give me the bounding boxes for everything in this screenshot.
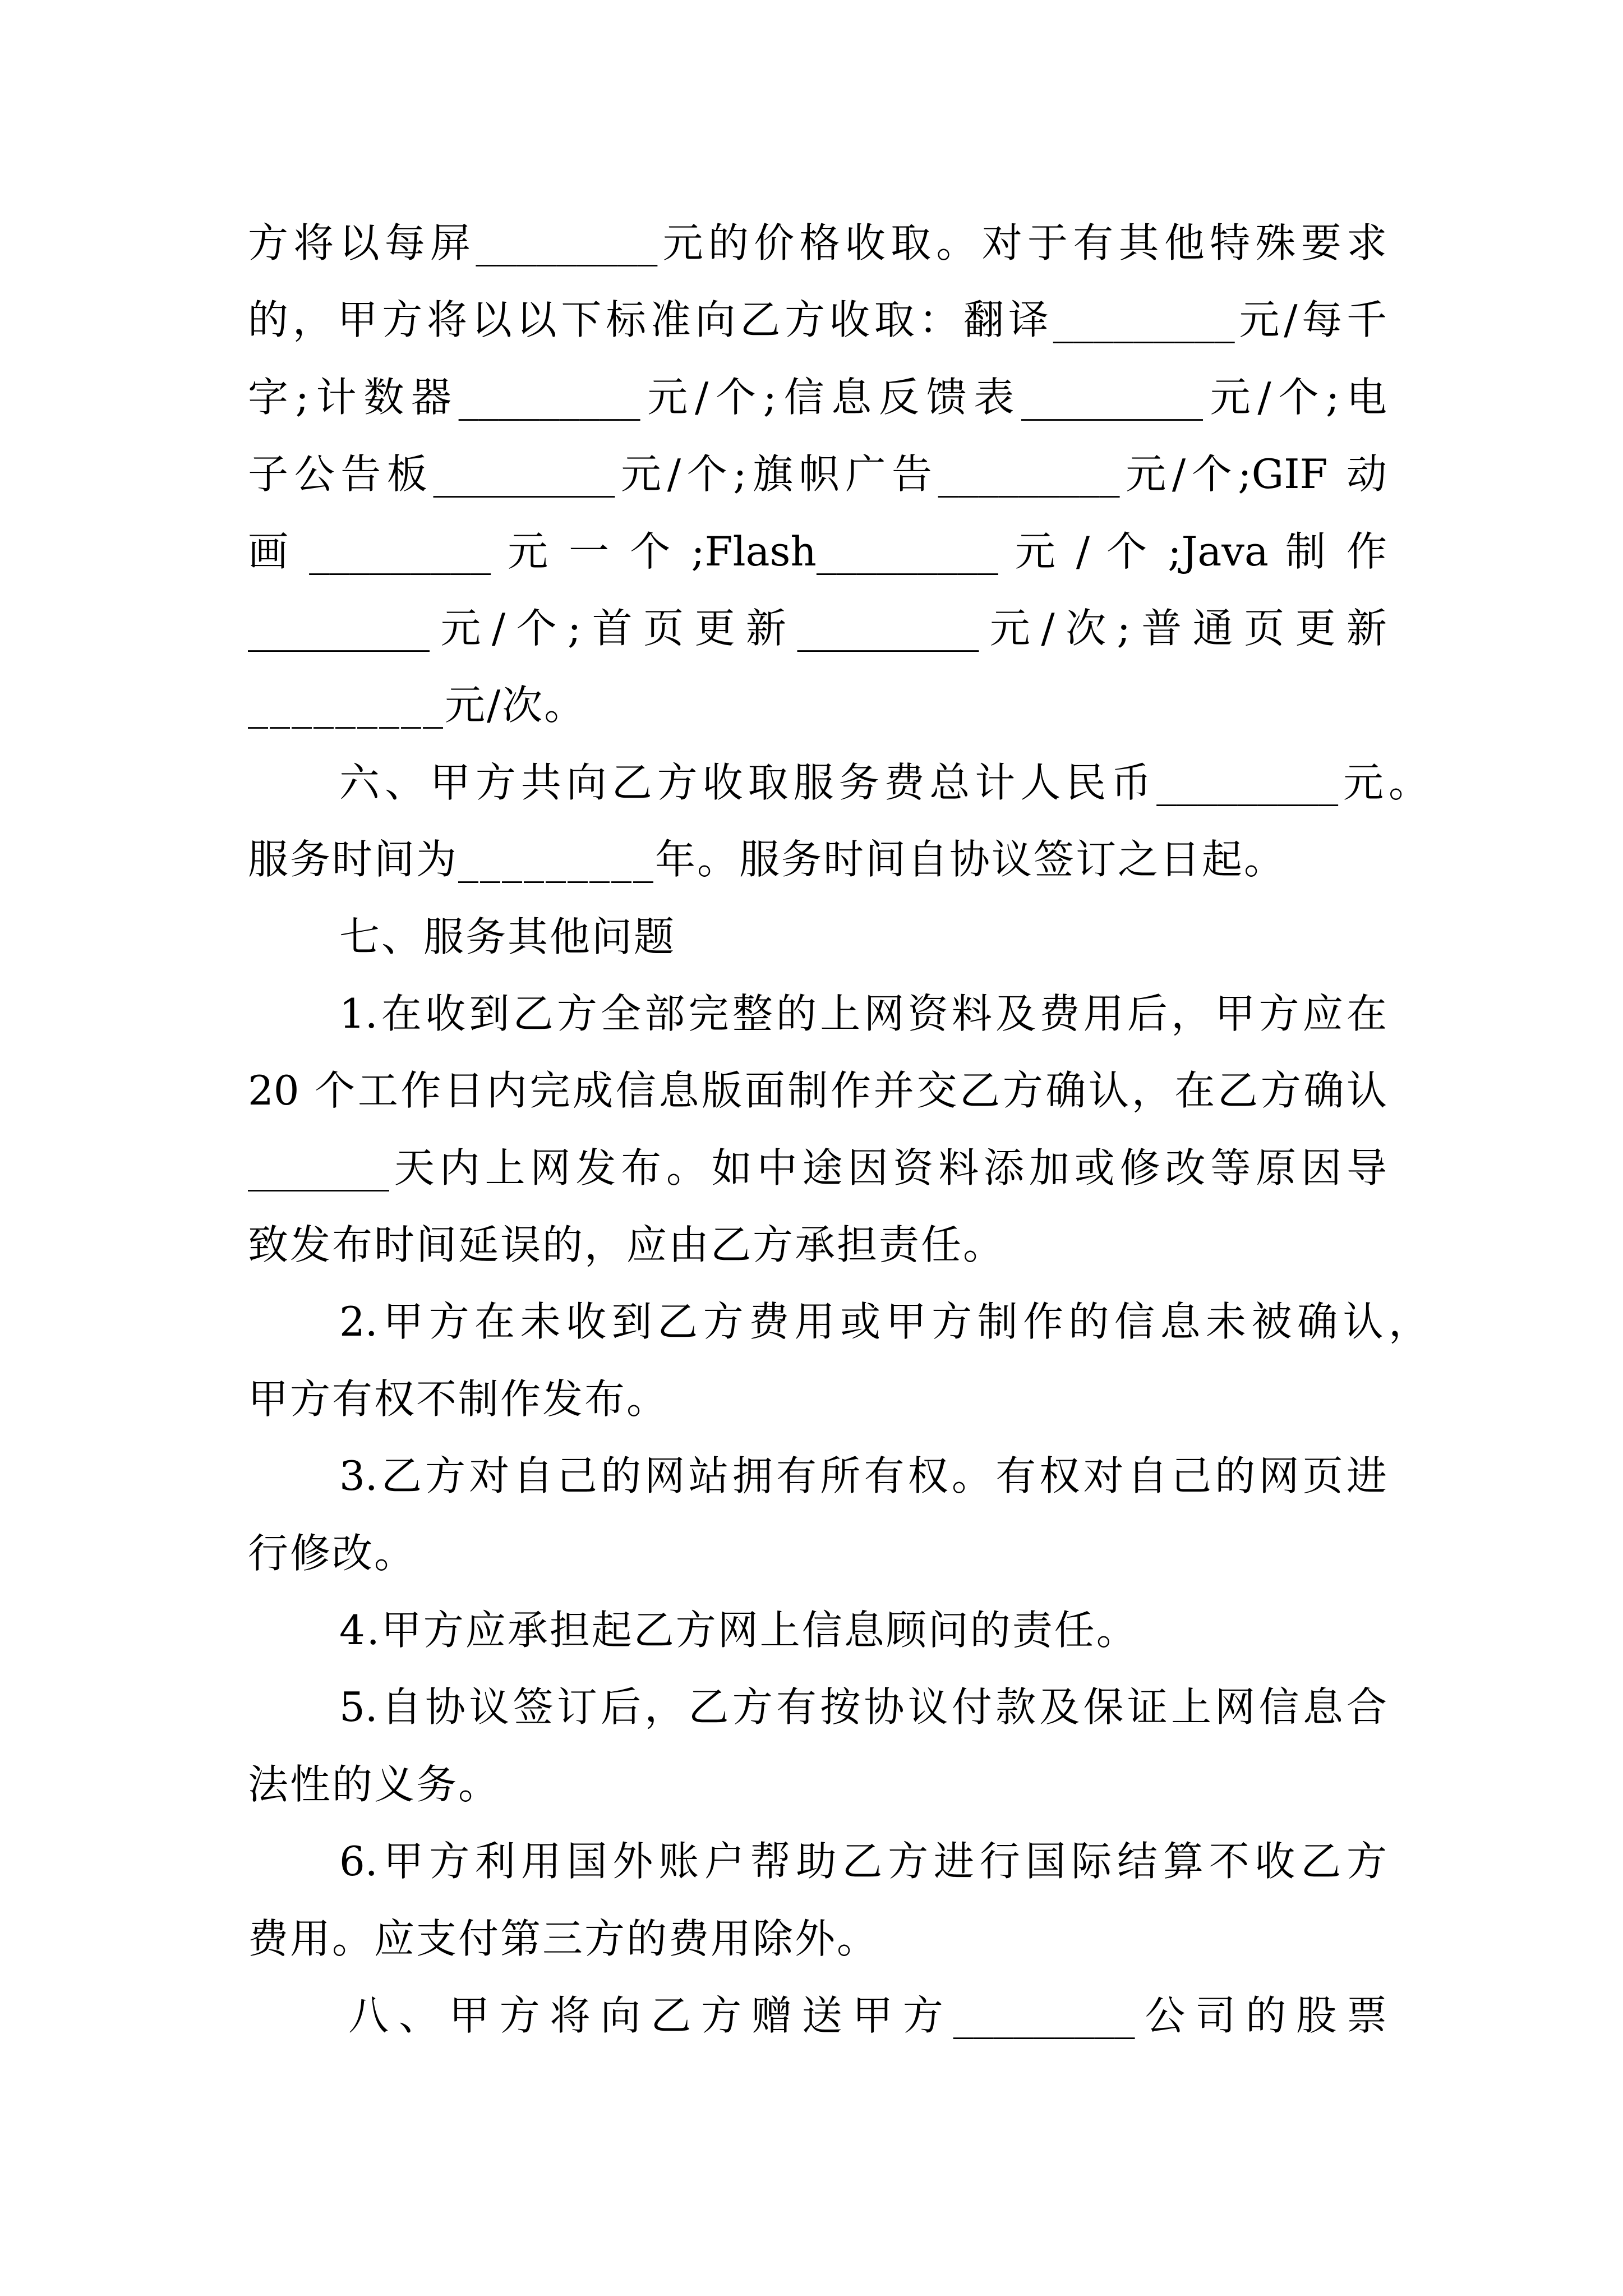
clause-4 (248, 1592, 1387, 1669)
text-line: 七、服务其他问题 (339, 913, 676, 960)
text-line: 4.甲方应承担起乙方网上信息顾问的责任。 (339, 1607, 1138, 1654)
text-line: 字;计数器_________元/个;信息反馈表_________元/个;电 (248, 373, 1387, 421)
text-line: 服务时间为_________年。服务时间自协议签订之日起。 (248, 836, 1287, 884)
paragraph-section-six (248, 744, 1429, 899)
text-line: 甲方有权不制作发布。 (248, 1375, 669, 1423)
text-line: 20 个工作日内完成信息版面制作并交乙方确认，在乙方确认 (248, 1067, 1387, 1115)
text-line: 八、甲方将向乙方赠送甲方_________公司的股票 (348, 1991, 1387, 2039)
clause-6 (248, 1823, 1387, 1977)
text-line: _______天内上网发布。如中途因资料添加或修改等原因导 (248, 1144, 1387, 1191)
clause-3 (248, 1438, 1387, 1592)
paragraph-section-eight (248, 1977, 1387, 2054)
text-line: _________元/次。 (248, 682, 587, 729)
text-line: _________元/个;首页更新_________元/次;普通页更新 (248, 604, 1387, 652)
clause-2 (248, 1283, 1429, 1438)
text-line: 的，甲方将以以下标准向乙方收取：翻译_________元/每千 (248, 296, 1387, 344)
text-line: 致发布时间延误的，应由乙方承担责任。 (248, 1221, 1006, 1269)
clause-5 (248, 1669, 1387, 1823)
text-line: 画 _________ 元 一 个 ;Flash_________ 元 / 个 ;Java 制 作 (248, 527, 1387, 575)
section-heading-seven (248, 899, 1387, 976)
text-line: 子公告板_________元/个;旗帜广告_________元/个;GIF 动 (248, 450, 1387, 498)
clause-1 (248, 976, 1387, 1284)
text-line: 费用。应支付第三方的费用除外。 (248, 1915, 879, 1962)
text-line: 6.甲方利用国外账户帮助乙方进行国际结算不收乙方 (339, 1838, 1387, 1885)
text-line: 法性的义务。 (248, 1760, 501, 1808)
text-line: 方将以每屏_________元的价格收取。对于有其他特殊要求 (248, 219, 1387, 266)
document-page (248, 205, 1429, 2054)
text-line: 行修改。 (248, 1529, 417, 1577)
text-line: 2.甲方在未收到乙方费用或甲方制作的信息未被确认， (339, 1298, 1429, 1346)
text-line: 5.自协议签订后，乙方有按协议付款及保证上网信息合 (339, 1683, 1387, 1731)
text-line: 六、甲方共向乙方收取服务费总计人民币_________元。 (339, 758, 1429, 806)
paragraph-fee-standards (248, 205, 1387, 744)
text-line: 1.在收到乙方全部完整的上网资料及费用后，甲方应在 (339, 990, 1387, 1037)
text-line: 3.乙方对自己的网站拥有所有权。有权对自己的网页进 (339, 1452, 1387, 1500)
